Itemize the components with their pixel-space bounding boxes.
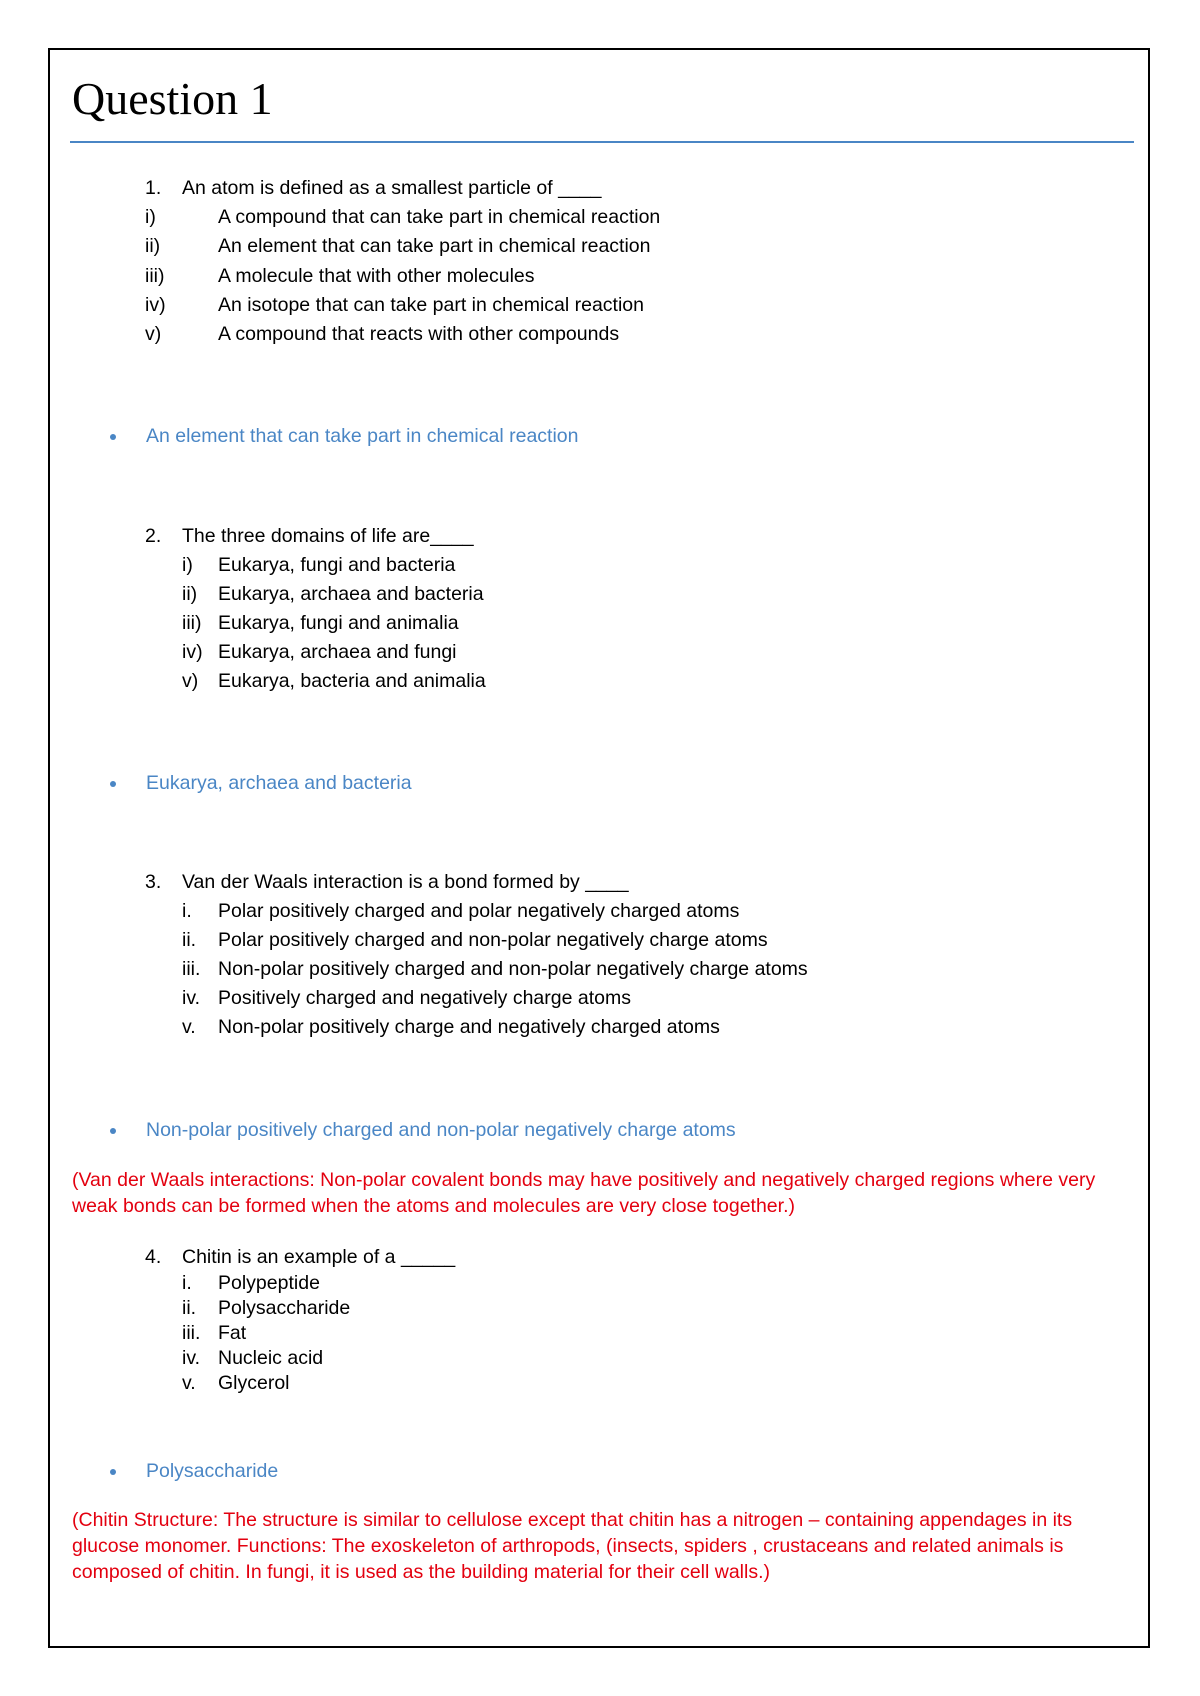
question-text: An atom is defined as a smallest particle of ____ xyxy=(182,177,602,199)
question-number: 2. xyxy=(145,525,162,547)
option-label: iii. xyxy=(182,1322,201,1344)
option-text: Positively charged and negatively charge atoms xyxy=(218,987,631,1009)
option-text: A compound that can take part in chemical reaction xyxy=(218,206,661,228)
answer-text: An element that can take part in chemical reaction xyxy=(146,425,579,447)
question-text: Van der Waals interaction is a bond formed by ____ xyxy=(182,871,629,893)
option-text: Polypeptide xyxy=(218,1272,320,1294)
option-text: Polar positively charged and polar negatively charged atoms xyxy=(218,900,740,922)
option-label: ii) xyxy=(145,235,161,257)
option-label: v) xyxy=(182,670,199,692)
option-label: v) xyxy=(145,323,162,345)
option-label: iii. xyxy=(182,958,201,980)
answer-text: Non-polar positively charged and non-polar negatively charge atoms xyxy=(146,1119,736,1141)
option-text: An element that can take part in chemical reaction xyxy=(218,235,651,257)
option-label: v. xyxy=(182,1016,196,1038)
option-label: ii) xyxy=(182,583,198,605)
option-text: An isotope that can take part in chemical reaction xyxy=(218,294,644,316)
option-label: ii. xyxy=(182,1297,197,1319)
option-text: A molecule that with other molecules xyxy=(218,265,535,287)
answer-text: Polysaccharide xyxy=(146,1460,279,1482)
question-text: The three domains of life are____ xyxy=(182,525,474,547)
option-text: Eukarya, archaea and fungi xyxy=(218,641,457,663)
explanation-text: (Van der Waals interactions: Non-polar covalent bonds may have positively and negatively charged regions where very weak bonds can be formed when the atoms and molecules are very close together.) xyxy=(72,1169,1096,1217)
option-label: iv) xyxy=(145,294,166,316)
option-text: Non-polar positively charge and negatively charged atoms xyxy=(218,1016,720,1038)
explanation-text: (Chitin Structure: The structure is similar to cellulose except that chitin has a nitrogen – containing appendages in its glucose monomer. Functions: The exoskeleton of arthropods, (insects, spiders , crustaceans and related animals is composed of chitin. In fungi, it is used as the building material for their cell walls.) xyxy=(72,1509,1073,1583)
option-text: Eukarya, bacteria and animalia xyxy=(218,670,486,692)
bullet-icon xyxy=(110,1469,116,1475)
question-number: 4. xyxy=(145,1246,162,1268)
option-label: i. xyxy=(182,900,192,922)
option-label: ii. xyxy=(182,929,197,951)
option-text: Polar positively charged and non-polar negatively charge atoms xyxy=(218,929,768,951)
bullet-icon xyxy=(110,1128,116,1134)
question-number: 1. xyxy=(145,177,162,199)
option-text: Fat xyxy=(218,1322,247,1344)
option-label: iv. xyxy=(182,987,201,1009)
option-label: iv) xyxy=(182,641,203,663)
option-label: iii) xyxy=(182,612,202,634)
answer-text: Eukarya, archaea and bacteria xyxy=(146,772,412,794)
question-number: 3. xyxy=(145,871,162,893)
option-label: iii) xyxy=(145,265,165,287)
option-text: Eukarya, archaea and bacteria xyxy=(218,583,484,605)
title-underline xyxy=(70,141,1134,143)
option-text: Eukarya, fungi and bacteria xyxy=(218,554,456,576)
option-text: A compound that reacts with other compounds xyxy=(218,323,620,345)
option-label: i) xyxy=(182,554,193,576)
option-label: i) xyxy=(145,206,156,228)
option-text: Non-polar positively charged and non-polar negatively charge atoms xyxy=(218,958,808,980)
option-label: iv. xyxy=(182,1347,201,1369)
option-label: i. xyxy=(182,1272,192,1294)
bullet-icon xyxy=(110,781,116,787)
option-label: v. xyxy=(182,1372,196,1394)
option-text: Eukarya, fungi and animalia xyxy=(218,612,459,634)
option-text: Glycerol xyxy=(218,1372,290,1394)
bullet-icon xyxy=(110,434,116,440)
option-text: Nucleic acid xyxy=(218,1347,324,1369)
page-title: Question 1 xyxy=(72,73,273,124)
page-border xyxy=(48,48,1150,1648)
question-text: Chitin is an example of a _____ xyxy=(182,1246,456,1268)
option-text: Polysaccharide xyxy=(218,1297,351,1319)
